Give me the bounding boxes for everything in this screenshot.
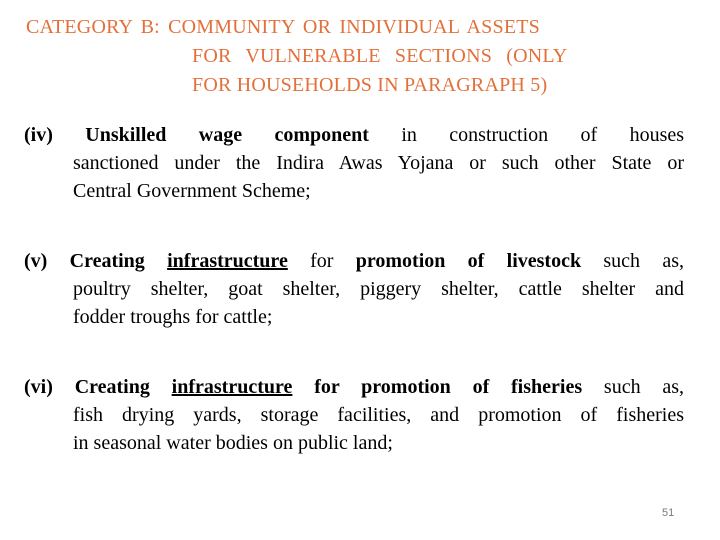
item-vi-first-line — [24, 373, 684, 401]
title-line-1: CATEGORY B: COMMUNITY OR INDIVIDUAL ASSETS — [26, 16, 540, 38]
item-v-bold-a: Creating — [69, 250, 145, 272]
item-vi-continuation — [24, 401, 684, 457]
item-v-marker: (v) — [24, 250, 48, 272]
item-v-underlined: infrastructure — [167, 250, 288, 272]
item-vi-marker: (vi) — [24, 376, 53, 398]
item-iv-line-2: sanctioned under the Indira Awas Yojana or such other State or — [73, 152, 684, 174]
item-iv-bold-text: Unskilled wage component — [85, 124, 369, 146]
item-iv-marker: (iv) — [24, 124, 53, 146]
item-v-tail: such as, — [603, 250, 684, 272]
item-vi-line-2: fish drying yards, storage facilities, and promotion of fisheries — [73, 404, 684, 426]
item-iv-first-line — [24, 121, 684, 149]
item-vi-line-3: in seasonal water bodies on public land; — [73, 432, 393, 454]
item-vi-tail: such as, — [603, 376, 685, 398]
item-v-mid: for — [310, 250, 334, 272]
title-line-3: FOR HOUSEHOLDS IN PARAGRAPH 5) — [192, 74, 548, 96]
list-item-iv — [24, 121, 684, 205]
item-vi-underlined: infrastructure — [171, 376, 293, 398]
item-v-line-3: fodder troughs for cattle; — [73, 306, 273, 328]
list-item-vi — [24, 373, 684, 457]
item-vi-bold-a: Creating — [74, 376, 150, 398]
item-v-continuation — [24, 275, 684, 331]
item-v-line-2: poultry shelter, goat shelter, piggery shelter, cattle shelter and — [73, 278, 684, 300]
item-v-first-line — [24, 247, 684, 275]
item-vi-bold-b: for promotion of fisheries — [314, 376, 583, 398]
title-line-2: FOR VULNERABLE SECTIONS (ONLY — [192, 45, 568, 67]
list-item-v — [24, 247, 684, 331]
item-iv-text: in construction of houses — [401, 124, 685, 146]
item-iv-continuation — [24, 149, 684, 205]
item-v-bold-b: promotion of livestock — [355, 250, 582, 272]
page-number: 51 — [662, 507, 675, 519]
item-iv-line-3: Central Government Scheme; — [73, 180, 311, 202]
